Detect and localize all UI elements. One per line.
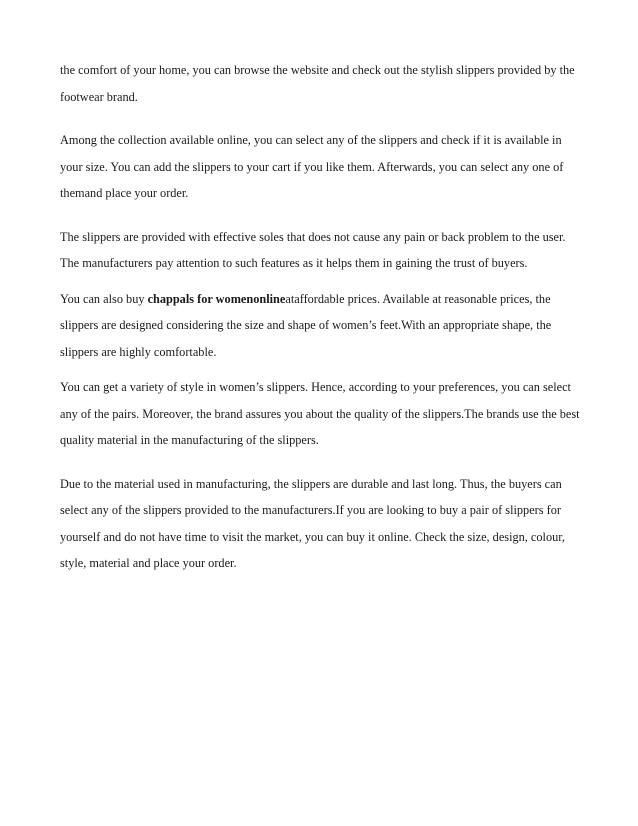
- paragraph-4-lead: You can also buy: [60, 291, 148, 306]
- document-body: [60, 57, 580, 577]
- paragraph-5: You can get a variety of style in women’s slippers. Hence, according to your preferences, you can select any of the pairs. Moreover, the brand assures you about the quality of the slippers.The brands use the best quality material in the manufacturing of the slippers.: [60, 380, 580, 447]
- paragraph-1: the comfort of your home, you can browse the website and check out the stylish slippers provided by the footwear brand.: [60, 63, 575, 104]
- paragraph-2: Among the collection available online, you can select any of the slippers and check if it is available in your size. You can add the slippers to your cart if you like them. Afterwards, you can select any one of themand place your order.: [60, 133, 564, 200]
- chappals-link[interactable]: chappals for womenonline: [147, 291, 286, 306]
- paragraph-4: [60, 286, 580, 366]
- paragraph-3: The slippers are provided with effective soles that does not cause any pain or back problem to the user. The manufacturers pay attention to such features as it helps them in gaining the trust of buyers.: [60, 229, 566, 270]
- paragraph-4-rest: ataffordable prices. Available at reasonable prices, the slippers are designed considering the size and shape of women’s feet.With an appropriate shape, the slippers are highly comfortable.: [60, 291, 552, 359]
- paragraph-6: Due to the material used in manufacturing, the slippers are durable and last long. Thus, the buyers can select any of the slippers provided to the manufacturers.If you are looking to buy a pair of slippers for yourself and do not have time to visit the market, you can buy it online. Check the size, design, colour, style, material and place your order.: [60, 476, 565, 570]
